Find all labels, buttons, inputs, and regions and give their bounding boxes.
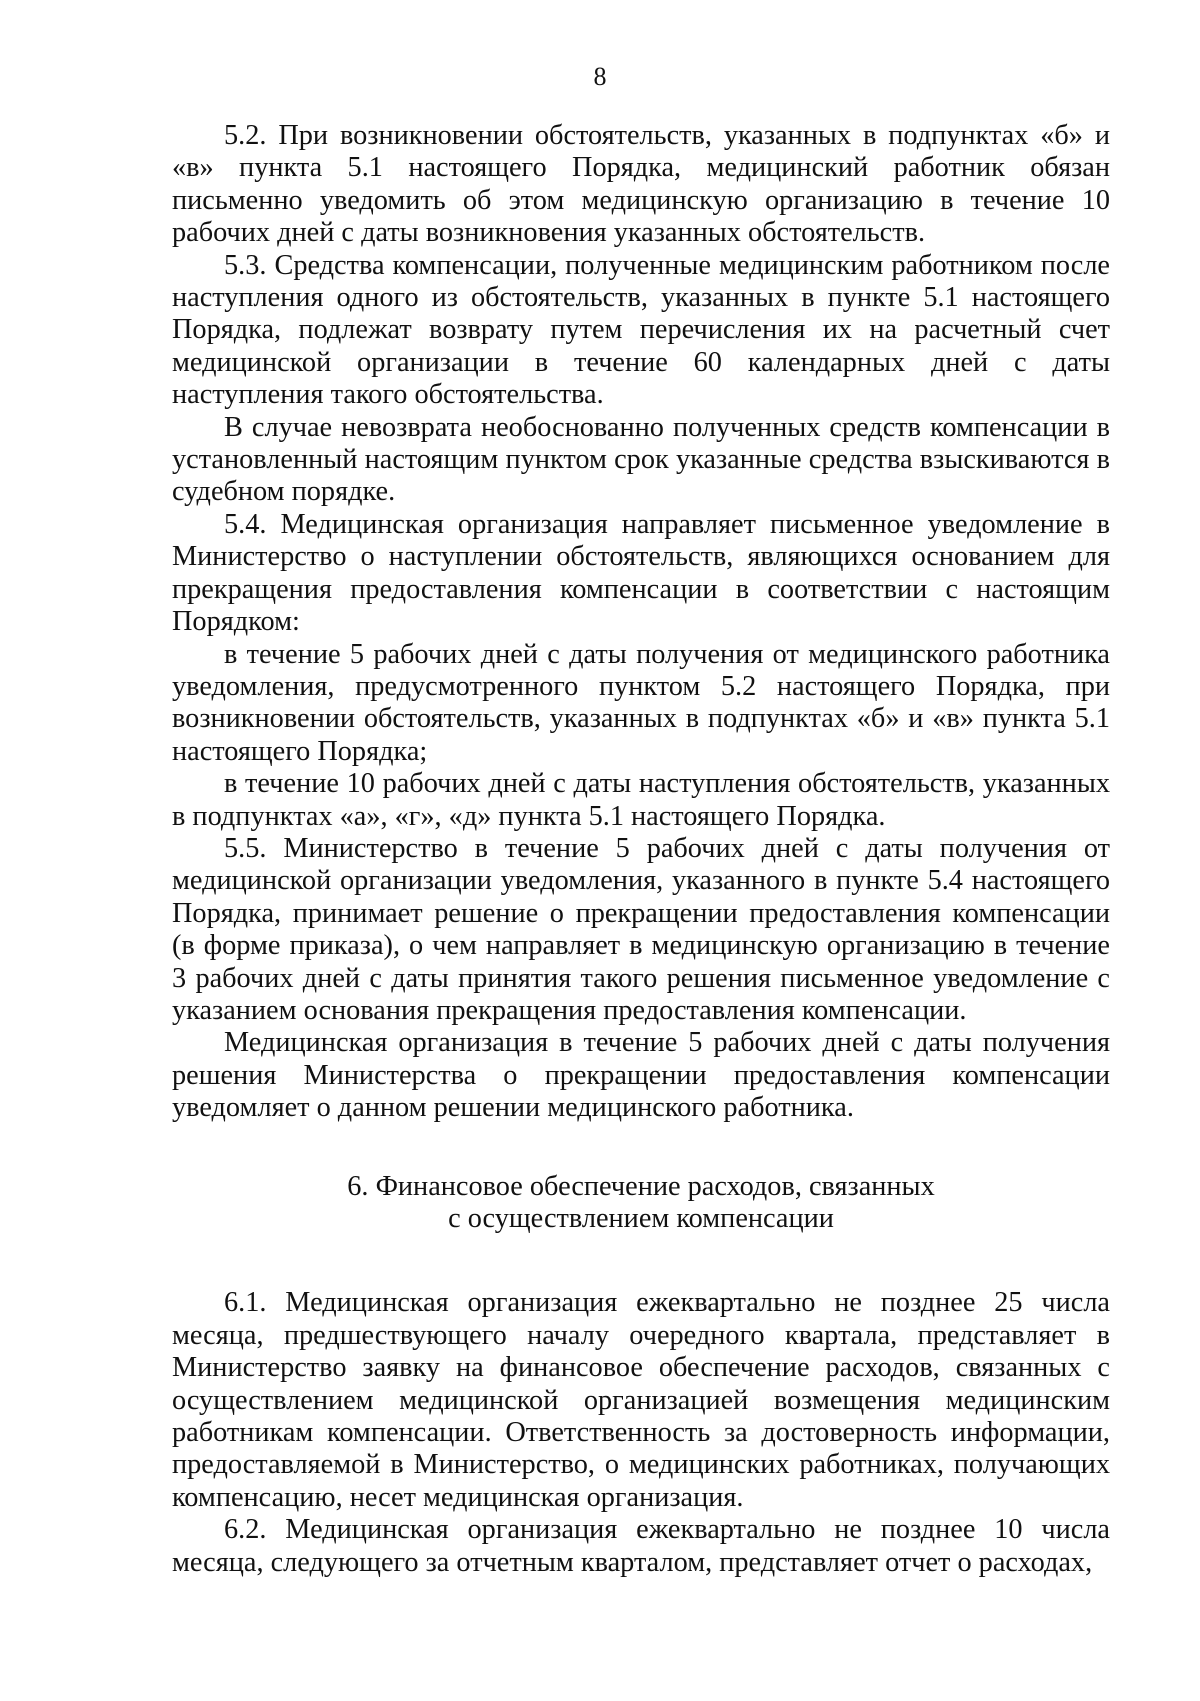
section-6-heading	[172, 1171, 1110, 1236]
document-body	[172, 120, 1110, 1579]
paragraph-5-5: 5.5. Министерство в течение 5 рабочих дней с даты получения от медицинской организации уведомления, указанного в пункте 5.4 настоящего Порядка, принимает решение о прекращении предоставления компенсации (в форме приказа), о чем направляет в медицинскую организацию в течение 3 рабочих дней с даты принятия такого решения письменное уведомление с указанием основания прекращения предоставления компенсации.	[172, 832, 1110, 1026]
paragraph-6-2: 6.2. Медицинская организация ежеквартально не позднее 10 числа месяца, следующего за отчетным кварталом, представляет отчет о расходах,	[172, 1514, 1110, 1578]
section-6-heading-line-2: с осуществлением компенсации	[448, 1203, 834, 1234]
paragraph-5-5-notify: Медицинская организация в течение 5 рабочих дней с даты получения решения Министерства о прекращении предоставления компенсации уведомляет о данном решении медицинского работника.	[172, 1027, 1110, 1124]
paragraph-5-4-item-1: в течение 5 рабочих дней с даты получения от медицинского работника уведомления, предусмотренного пунктом 5.2 настоящего Порядка, при возникновении обстоятельств, указанных в подпунктах «б» и «в» пункта 5.1 настоящего Порядка;	[172, 638, 1110, 767]
paragraph-5-3: 5.3. Средства компенсации, полученные медицинским работником после наступления одного из обстоятельств, указанных в пункте 5.1 настоящего Порядка, подлежат возврату путем перечисления их на расчетный счет медицинской организации в течение 60 календарных дней с даты наступления такого обстоятельства.	[172, 249, 1110, 411]
paragraph-5-2: 5.2. При возникновении обстоятельств, указанных в подпунктах «б» и «в» пункта 5.1 настоящего Порядка, медицинский работник обязан письменно уведомить об этом медицинскую организацию в течение 10 рабочих дней с даты возникновения указанных обстоятельств.	[172, 120, 1110, 249]
paragraph-5-3-nonreturn: В случае невозврата необоснованно полученных средств компенсации в установленный настоящим пунктом срок указанные средства взыскиваются в судебном порядке.	[172, 411, 1110, 508]
paragraph-5-4: 5.4. Медицинская организация направляет письменное уведомление в Министерство о наступлении обстоятельств, являющихся основанием для прекращения предоставления компенсации в соответствии с настоящим Порядком:	[172, 508, 1110, 638]
page-number: 8	[593, 62, 607, 91]
paragraph-5-4-item-2: в течение 10 рабочих дней с даты наступления обстоятельств, указанных в подпунктах «а», «г», «д» пункта 5.1 настоящего Порядка.	[172, 768, 1110, 832]
paragraph-6-1: 6.1. Медицинская организация ежеквартально не позднее 25 числа месяца, предшествующего началу очередного квартала, представляет в Министерство заявку на финансовое обеспечение расходов, связанных с осуществлением медицинской организацией возмещения медицинским работникам компенсации. Ответственность за достоверность информации, предоставляемой в Министерство, о медицинских работниках, получающих компенсацию, несет медицинская организация.	[172, 1287, 1110, 1513]
section-6-heading-line-1: 6. Финансовое обеспечение расходов, связанных	[347, 1170, 935, 1202]
